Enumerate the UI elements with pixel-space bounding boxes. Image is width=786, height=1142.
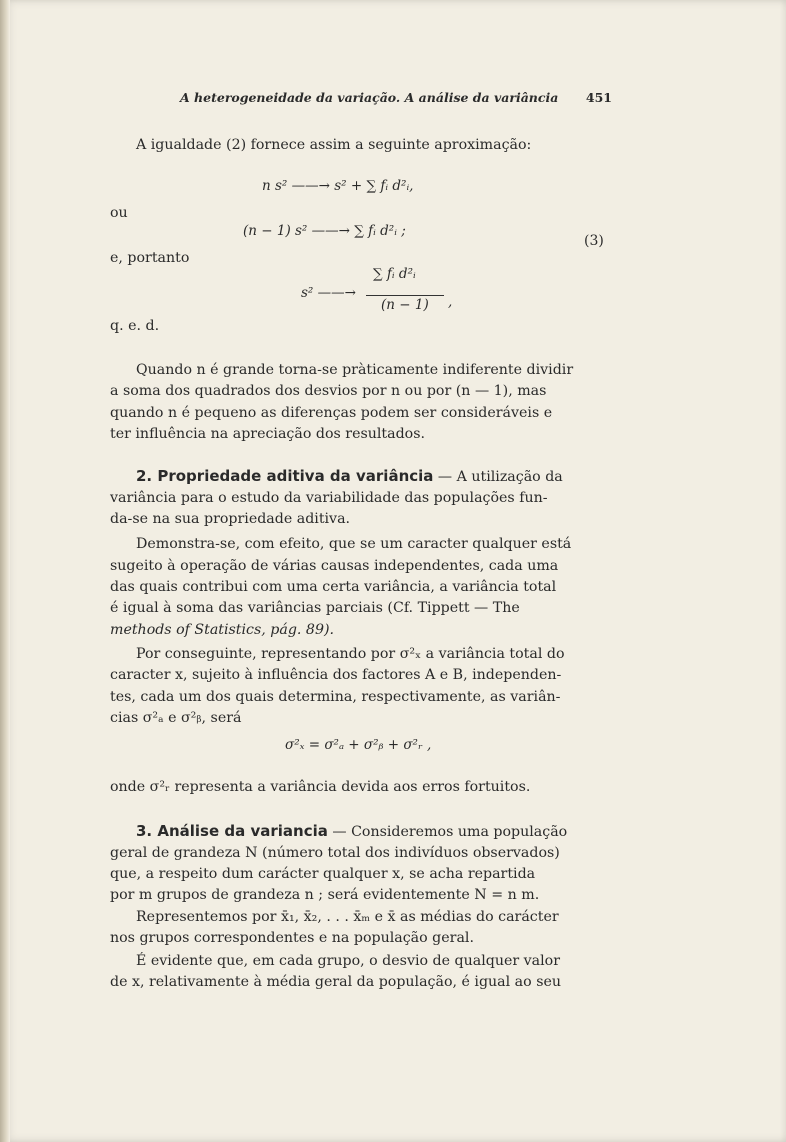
section-2-line-3: da-se na sua propriedade aditiva. — [110, 511, 351, 527]
formula-3-left: s² ——→ — [301, 285, 356, 301]
qed: q. e. d. — [110, 318, 160, 334]
equation-number: (3) — [584, 233, 604, 249]
page-spine-shadow — [0, 0, 10, 1142]
para2-line-1: Demonstra-se, com efeito, que se um caracter qualquer está — [136, 536, 572, 552]
para1-line-2: a soma dos quadrados dos desvios por n ou por (n — 1), mas — [110, 383, 547, 399]
section-3-title: 3. Análise da variancia — [136, 822, 328, 840]
para1-line-4: ter influência na apreciação dos resultados. — [110, 426, 425, 442]
section-2-line-2: variância para o estudo da variabilidade das populações fun- — [110, 490, 548, 506]
intro-line: A igualdade (2) fornece assim a seguinte aproximação: — [136, 137, 532, 153]
para3-line-1: Por conseguinte, representando por σ²ₓ a variância total do — [136, 646, 565, 662]
para3-line-4: cias σ²ₐ e σ²ᵦ, será — [110, 710, 242, 726]
para3-line-3: tes, cada um dos quais determina, respectivamente, as variân- — [110, 689, 561, 705]
fraction-bar — [366, 295, 444, 296]
header-title: A heterogeneidade da variação. A análise da variância — [180, 90, 559, 105]
para1-line-3: quando n é pequeno as diferenças podem ser consideráveis e — [110, 405, 553, 421]
para4: onde σ²ᵣ representa a variância devida aos erros fortuitos. — [110, 779, 531, 795]
section-3-line-1: — Consideremos uma população — [327, 824, 568, 840]
section-2-title: 2. Propriedade aditiva da variância — [136, 467, 434, 485]
para5-line-2: nos grupos correspondentes e na população geral. — [110, 930, 474, 946]
section-3-heading-line — [110, 821, 613, 844]
section-3-line-3: que, a respeito dum carácter qualquer x, se acha repartida — [110, 866, 536, 882]
section-2-heading-line — [110, 466, 613, 489]
section-3-line-4: por m grupos de grandeza n ; será evidentemente N = n m. — [110, 887, 540, 903]
section-3-line-2: geral de grandeza N (número total dos indivíduos observados) — [110, 845, 560, 861]
para6-line-2: de x, relativamente à média geral da população, é igual ao seu — [110, 974, 562, 990]
para1-line-1: Quando n é grande torna-se pràticamente indiferente dividir — [136, 362, 574, 378]
word-ou: ou — [110, 205, 128, 221]
para2-line-2: sugeito à operação de várias causas independentes, cada uma — [110, 558, 559, 574]
formula-1: n s² ——→ s² + ∑ fᵢ d²ᵢ, — [262, 178, 414, 194]
para5-line-1: Representemos por x̄₁, x̄₂, . . . x̄ₘ e x̄ as médias do carácter — [136, 909, 559, 925]
formula-3-denominator: (n − 1) — [381, 297, 429, 313]
formula-2: (n − 1) s² ——→ ∑ fᵢ d²ᵢ ; — [243, 223, 406, 239]
para2-line-5: methods of Statistics, pág. 89). — [110, 622, 335, 638]
formula-4: σ²ₓ = σ²ₐ + σ²ᵦ + σ²ᵣ , — [285, 737, 432, 753]
formula-3-comma: , — [448, 294, 453, 310]
para2-line-4: é igual à soma das variâncias parciais (Cf. Tippett — The — [110, 600, 520, 616]
section-2-line-1: — A utilização da — [433, 469, 563, 485]
para6-line-1: É evidente que, em cada grupo, o desvio de qualquer valor — [136, 953, 560, 969]
para2-line-3: das quais contribui com uma certa variância, a variância total — [110, 579, 557, 595]
para3-line-2: caracter x, sujeito à influência dos factores A e B, independen- — [110, 667, 562, 683]
page-number: 451 — [585, 90, 612, 105]
word-portanto: e, portanto — [110, 250, 190, 266]
formula-3-numerator: ∑ fᵢ d²ᵢ — [373, 266, 416, 282]
